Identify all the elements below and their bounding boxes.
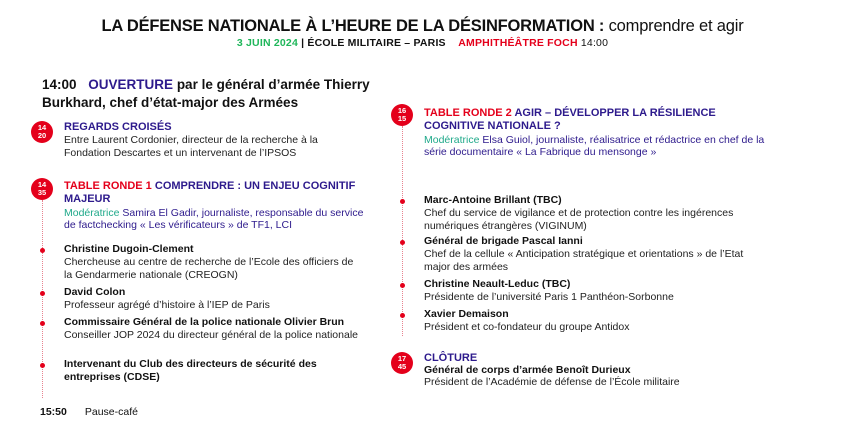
opening-time: 14:00 [42,77,77,92]
event-start-time: 14:00 [580,37,609,49]
bullet-icon [400,199,405,204]
speaker-description: Chercheuse au centre de recherche de l’Ecole des officiers de la Gendarmerie nationale (CREOGN) [64,256,354,281]
bullet-icon [40,363,45,368]
event-date: 3 JUIN 2024 [236,37,298,49]
speaker-description: Présidente de l’université Paris 1 Panthéon-Sorbonne [424,291,674,303]
speaker-item [424,194,754,233]
section-title [424,107,769,133]
speaker-name: David Colon [64,286,126,298]
badge-hour: 14 [37,180,47,189]
section-title [64,180,364,206]
moderator [424,134,769,158]
opening-section [42,76,382,112]
regards-croises-section [64,121,364,160]
moderator-label: Modératrice [64,207,120,219]
speaker-name: Christine Dugoin-Clement [64,243,194,255]
speaker-item [424,235,754,274]
event-info [0,37,845,49]
moderator-text: Elsa Guiol, journaliste, réalisatrice et rédactrice en chef de la série documentaire « La Fabrique du mensonge » [424,134,765,158]
moderator-text: Samira El Gadir, journaliste, responsable du service de factchecking « Les vérificateurs » de TF1, LCI [64,207,364,231]
timeline-line [402,126,403,336]
speaker-item [64,316,369,342]
bullet-icon [40,248,45,253]
speaker-name: Intervenant du Club des directeurs de sécurité des entreprises (CDSE) [64,358,317,383]
bullet-icon [400,283,405,288]
event-venue: ÉCOLE MILITAIRE – PARIS [307,37,446,49]
section-title: REGARDS CROISÉS [64,121,172,133]
table-ronde-2-section [424,107,769,158]
pause-time: 15:50 [40,406,67,418]
pause-section [40,406,138,418]
moderator-label: Modératrice [424,134,480,146]
badge-hour: 17 [397,354,407,363]
speaker-name: Commissaire Général de la police nationale Olivier Brun [64,316,345,328]
bullet-icon [40,321,45,326]
opening-text: par le général d’armée Thierry Burkhard, chef d’état-major des Armées [42,77,370,110]
speaker-item [424,308,754,334]
speaker-name: Général de corps d’armée Benoît Durieux [424,364,631,376]
speaker-item [424,278,754,304]
separator: | [298,37,308,49]
time-badge-table-ronde-2 [391,104,413,126]
page-title [0,17,845,36]
speaker-item [64,358,364,384]
title-sub: comprendre et agir [604,17,744,35]
event-room: AMPHITHÉÂTRE FOCH [458,37,578,49]
title-main: LA DÉFENSE NATIONALE À L’HEURE DE LA DÉSINFORMATION : [101,17,605,35]
speaker-description: Président et co-fondateur du groupe Antidox [424,321,630,333]
bullet-icon [400,313,405,318]
section-title: CLÔTURE [424,352,478,364]
section-label: TABLE RONDE 1 [64,180,152,192]
badge-minute: 20 [37,131,47,140]
table-ronde-1-section [64,180,364,231]
speaker-name: Marc-Antoine Brillant (TBC) [424,194,562,206]
speaker-item [64,286,364,312]
speaker-name: Xavier Demaison [424,308,509,320]
badge-minute: 35 [37,188,47,197]
time-badge-cloture [391,352,413,374]
speaker-name: Général de brigade Pascal Ianni [424,235,583,247]
speaker-description: Chef du service de vigilance et de protection contre les ingérences numériques étrangères (VIGINUM) [424,207,734,232]
time-badge-table-ronde-1 [31,178,53,200]
speaker-item [64,243,364,282]
speaker-description: Président de l’Académie de défense de l’École militaire [424,376,680,388]
time-badge-regards [31,121,53,143]
badge-minute: 45 [397,362,407,371]
badge-hour: 14 [37,123,47,132]
section-heading: AGIR – DÉVELOPPER LA RÉSILIENCE COGNITIVE NATIONALE ? [424,107,716,132]
moderator [64,207,364,231]
cloture-section [424,353,754,388]
section-label: TABLE RONDE 2 [424,107,512,119]
timeline-line [42,200,43,398]
badge-hour: 16 [397,106,407,115]
section-heading: COMPRENDRE : UN ENJEU COGNITIF MAJEUR [64,180,356,205]
bullet-icon [40,291,45,296]
speaker-description: Chef de la cellule « Anticipation stratégique et orientations » de l’Etat major des armées [424,248,744,273]
speaker-description: Professeur agrégé d’histoire à l’IEP de Paris [64,299,270,311]
speaker-name: Christine Neault-Leduc (TBC) [424,278,571,290]
pause-label: Pause-café [84,406,138,418]
speaker-description: Conseiller JOP 2024 du directeur général de la police nationale [64,329,358,341]
bullet-icon [400,240,405,245]
section-description: Entre Laurent Cordonier, directeur de la recherche à la Fondation Descartes et un intervenant de l’IPSOS [64,134,318,159]
opening-keyword: OUVERTURE [88,77,174,92]
badge-minute: 15 [397,114,407,123]
